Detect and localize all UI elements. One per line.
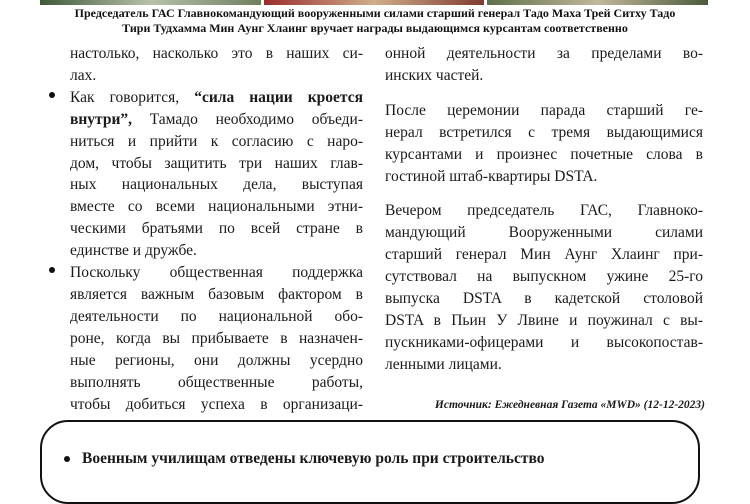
caption-line-2: Тири Тудхамма Мин Аунг Хлаинг вручает награды выдающимся курсантам соответственно	[122, 21, 628, 35]
text-line: лах.	[70, 66, 97, 84]
text-line: инских частей.	[385, 66, 484, 84]
text-line: единстве и дружбе.	[70, 242, 197, 260]
photo-strip	[40, 0, 708, 5]
text-line: мандующий Вооруженными силами	[385, 224, 703, 242]
text-line: пускниками-офицерами и высокопостав-	[385, 333, 703, 351]
text-line: дом, чтобы защитить три наших глав-	[70, 154, 363, 172]
text-line: нерал встретился с тремя выдающимися	[385, 123, 703, 141]
right-column	[385, 43, 703, 376]
text-line: Поскольку общественная поддержка	[70, 264, 363, 282]
text-line: курсантами и произнес почетные слова в	[385, 145, 703, 163]
caption-line-1: Председатель ГАС Главнокомандующий вооруженными силами старший генерал Тадо Маха Трей Ситху Тадо	[74, 6, 676, 20]
box-text-line: Военным училищам отведены ключевую роль при строительство	[82, 450, 545, 467]
source-credit: Источник: Ежедневная Газета «MWD» (12-12-2023)	[434, 399, 705, 411]
photo-center	[264, 0, 485, 5]
text-line: настолько, насколько это в наших си-	[70, 45, 363, 62]
text-line: выпуска DSTA в кадетской столовой	[385, 290, 703, 308]
bullet-icon	[49, 267, 55, 273]
bullet-item-1	[70, 87, 363, 262]
text-line: сутствовал на выпускном ужине 25-го	[385, 268, 703, 286]
paragraph-gap	[385, 87, 703, 100]
text-line: ных национальных дела, выступая	[70, 176, 363, 194]
quote-text: “сила нации кроется	[194, 88, 364, 106]
bullet-icon	[49, 92, 55, 98]
text-line: чтобы добиться успеха в организаци-	[70, 395, 363, 413]
bullet-item-2	[70, 262, 363, 415]
text-line: деятельности по национальной обо-	[70, 307, 363, 325]
text-line: ные регионы, они должны усердно	[70, 351, 363, 369]
text-line: ленными лицами.	[385, 355, 502, 373]
highlight-box	[40, 420, 700, 504]
text-line: DSTA в Пьин У Лвине и поужинал с вы-	[385, 311, 703, 329]
quote-text: внутри”,	[70, 110, 133, 128]
text-line: вместе со всеми национальными этни-	[70, 198, 363, 216]
text-line: После церемонии парада старший ге-	[385, 101, 703, 119]
text-line: выполнять общественные работы,	[70, 373, 363, 391]
text-line: является важным базовым фактором в	[70, 285, 363, 303]
photo-right	[487, 0, 708, 5]
text-line: ниться и прийти к согласию с наро-	[70, 132, 363, 150]
left-column	[70, 43, 363, 415]
text-line	[70, 109, 363, 131]
text-line: гостиной штаб-квартиры DSTA.	[385, 167, 598, 185]
photo-caption	[0, 6, 750, 36]
photo-left	[40, 0, 261, 5]
paragraph-gap	[385, 187, 703, 200]
bullet-lead: Как говорится,	[70, 88, 195, 106]
text-line: онной деятельности за пределами во-	[385, 45, 703, 62]
text-line	[70, 87, 363, 109]
bullet-icon	[64, 456, 70, 462]
text-line: Вечером председатель ГАС, Главноко-	[385, 202, 703, 220]
bullet-after-quote: Тамадо необходимо объеди-	[132, 110, 363, 128]
text-line: ческими братьями по всей стране в	[70, 220, 363, 238]
text-line: старший генерал Мин Аунг Хлаинг при-	[385, 246, 703, 264]
text-line: роне, когда вы прибываете в назначен-	[70, 329, 363, 347]
